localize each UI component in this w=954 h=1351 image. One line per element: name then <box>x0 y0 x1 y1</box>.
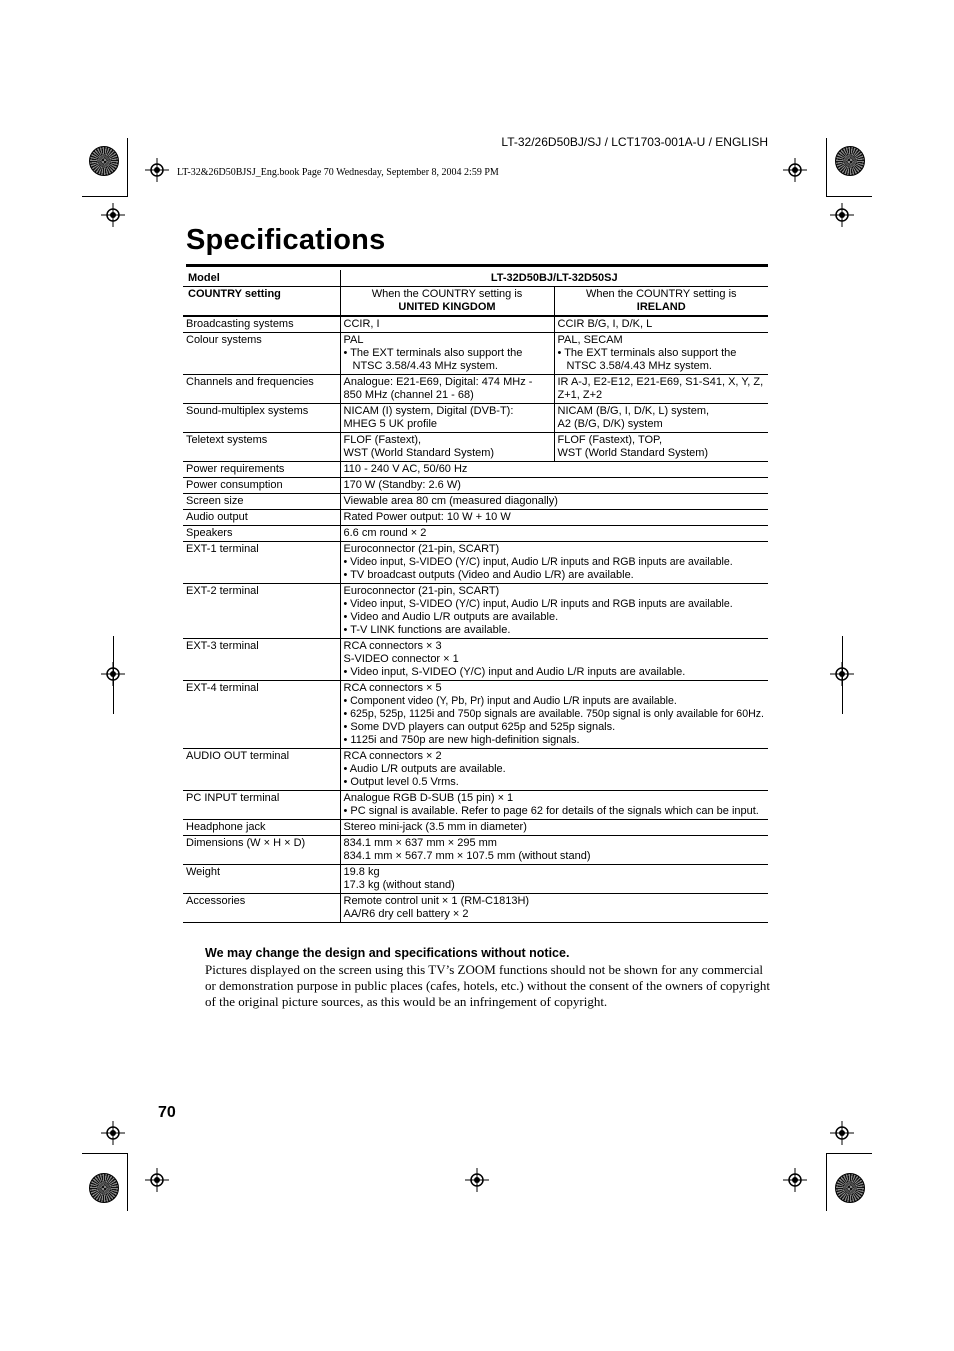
table-row: EXT-4 terminal RCA connectors × 5 • Component video (Y, Pb, Pr) input and Audio L/R inputs are available. • 625p, 525p, 1125i and 750p signals are available. 750p signal is only available for 60Hz. • Some DVD players can output 625p and 525p signals. • 1125i and 750p are new high-definition signals. <box>183 681 768 749</box>
crosshair-icon <box>145 158 169 182</box>
crosshair-icon <box>830 203 854 227</box>
notice-body: Pictures displayed on the screen using this TV’s ZOOM functions should not be shown for any commercial or demonstration purpose in public places (cafes, hotels, etc.) without the consent of the owners of copyright of the original picture sources, as this would be an infringement of copyright. <box>205 962 770 1009</box>
registration-disc-icon <box>89 146 119 176</box>
table-row: Weight 19.8 kg 17.3 kg (without stand) <box>183 865 768 894</box>
country-setting-label: COUNTRY setting <box>183 287 340 317</box>
table-row: Headphone jack Stereo mini-jack (3.5 mm in diameter) <box>183 820 768 836</box>
crosshair-icon <box>101 1121 125 1145</box>
table-row <box>183 287 768 317</box>
crop-line <box>127 138 128 196</box>
page-title: Specifications <box>186 224 386 256</box>
table-row: Teletext systems FLOF (Fastext), WST (World Standard System) FLOF (Fastext), TOP, WST (World Standard System) <box>183 433 768 462</box>
table-row: Sound-multiplex systems NICAM (I) system, Digital (DVB-T): MHEG 5 UK profile NICAM (B/G, I, D/K, L) system, A2 (B/G, D/K) system <box>183 404 768 433</box>
crop-line <box>842 636 843 714</box>
table-row: Power consumption 170 W (Standby: 2.6 W) <box>183 478 768 494</box>
table-row: Dimensions (W × H × D) 834.1 mm × 637 mm × 295 mm 834.1 mm × 567.7 mm × 107.5 mm (without stand) <box>183 836 768 865</box>
crosshair-icon <box>101 203 125 227</box>
table-row: AUDIO OUT terminal RCA connectors × 2 • Audio L/R outputs are available. • Output level 0.5 Vrms. <box>183 749 768 791</box>
crop-line <box>826 138 827 196</box>
table-row: Colour systems PAL • The EXT terminals also support the NTSC 3.58/4.43 MHz system. PAL, SECAM • The EXT terminals also support the NTSC 3.58/4.43 MHz system. <box>183 333 768 375</box>
table-row: EXT-3 terminal RCA connectors × 3 S-VIDEO connector × 1 • Video input, S-VIDEO (Y/C) input and Audio L/R inputs are available. <box>183 639 768 681</box>
book-file-line: LT-32&26D50BJSJ_Eng.book Page 70 Wednesday, September 8, 2004 2:59 PM <box>177 167 499 178</box>
table-row: EXT-2 terminal Euroconnector (21-pin, SCART) • Video input, S-VIDEO (Y/C) input, Audio L/R inputs and RGB inputs are available. • Video and Audio L/R outputs are available. • T-V LINK functions are available. <box>183 584 768 639</box>
crop-line <box>826 1153 872 1154</box>
crosshair-icon <box>830 1121 854 1145</box>
table-row: Audio output Rated Power output: 10 W + 10 W <box>183 510 768 526</box>
table-row: Broadcasting systems CCIR, I CCIR B/G, I, D/K, L <box>183 316 768 333</box>
crop-line <box>82 196 128 197</box>
crop-line <box>127 1153 128 1211</box>
crosshair-icon <box>465 1168 489 1192</box>
table-row: Accessories Remote control unit × 1 (RM-C1813H) AA/R6 dry cell battery × 2 <box>183 894 768 923</box>
registration-disc-icon <box>89 1173 119 1203</box>
specifications-table <box>183 270 768 923</box>
country-ireland-header: When the COUNTRY setting is IRELAND <box>554 287 768 317</box>
table-row: Screen size Viewable area 80 cm (measured diagonally) <box>183 494 768 510</box>
table-row: Power requirements 110 - 240 V AC, 50/60 Hz <box>183 462 768 478</box>
crosshair-icon <box>145 1168 169 1192</box>
country-uk-header: When the COUNTRY setting is UNITED KINGDOM <box>340 287 554 317</box>
crop-line <box>826 1153 827 1211</box>
crop-line <box>826 196 872 197</box>
table-row: EXT-1 terminal Euroconnector (21-pin, SCART) • Video input, S-VIDEO (Y/C) input, Audio L/R inputs and RGB inputs are available. • TV broadcast outputs (Video and Audio L/R) are available. <box>183 542 768 584</box>
crop-line <box>82 1153 128 1154</box>
page-number: 70 <box>158 1104 176 1121</box>
registration-disc-icon <box>835 1173 865 1203</box>
crosshair-icon <box>783 158 807 182</box>
table-row: PC INPUT terminal Analogue RGB D-SUB (15 pin) × 1 • PC signal is available. Refer to page 62 for details of the signals which can be input. <box>183 791 768 820</box>
title-rule <box>186 264 768 267</box>
table-row: Speakers 6.6 cm round × 2 <box>183 526 768 542</box>
document-reference: LT-32/26D50BJ/SJ / LCT1703-001A-U / ENGLISH <box>501 135 768 149</box>
table-row <box>183 270 768 287</box>
table-row: Channels and frequencies Analogue: E21-E69, Digital: 474 MHz - 850 MHz (channel 21 - 68) IR A-J, E2-E12, E21-E69, S1-S41, X, Y, Z, Z+1, Z+2 <box>183 375 768 404</box>
crop-line <box>113 636 114 714</box>
model-value: LT-32D50BJ/LT-32D50SJ <box>340 270 768 287</box>
crosshair-icon <box>783 1168 807 1192</box>
model-label: Model <box>183 270 340 287</box>
registration-disc-icon <box>835 146 865 176</box>
notice-heading: We may change the design and specifications without notice. <box>205 946 570 960</box>
